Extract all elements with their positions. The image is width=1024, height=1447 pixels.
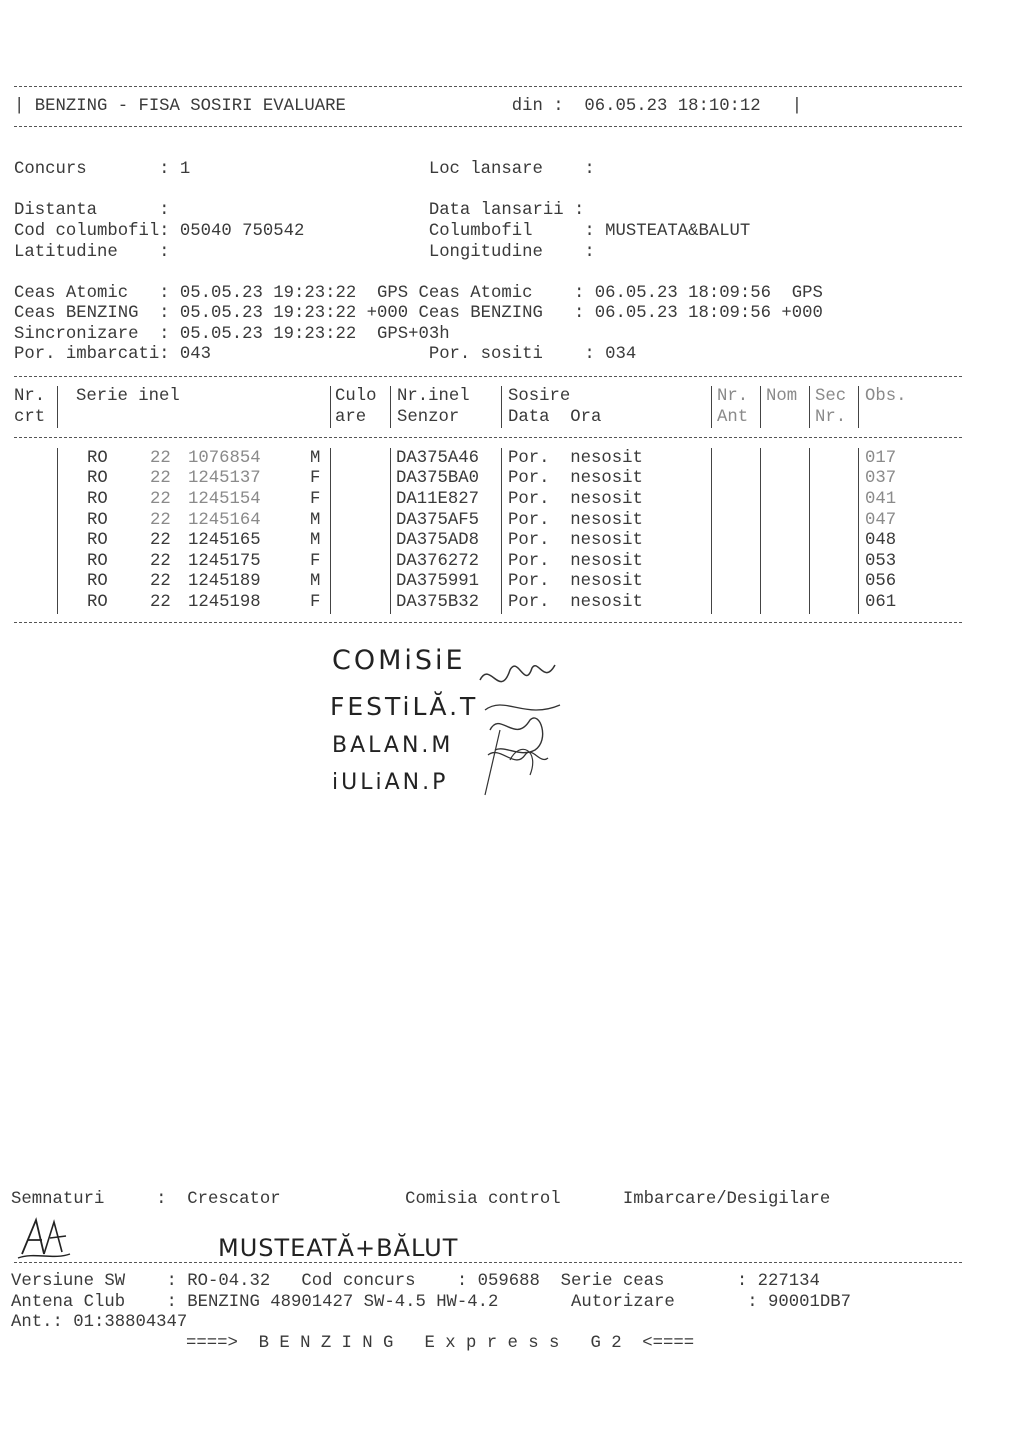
cell-sensor: DA375AD8 bbox=[396, 531, 479, 550]
info-concurs: Concurs : 1 Loc lansare : bbox=[14, 160, 595, 179]
cell-ring: 1245164 bbox=[188, 511, 261, 530]
cell-country: RO bbox=[87, 593, 108, 612]
version-line: Versiune SW : RO-04.32 Cod concurs : 059688 Serie ceas : 227134 bbox=[11, 1272, 820, 1291]
cell-obs: 047 bbox=[865, 511, 897, 530]
th-divider bbox=[330, 386, 331, 428]
th-nom: Nom bbox=[766, 387, 798, 406]
cell-country: RO bbox=[87, 531, 108, 550]
cell-sex: F bbox=[310, 490, 321, 509]
info-ceas-benzing: Ceas BENZING : 05.05.23 19:23:22 +000 Ceas BENZING : 06.05.23 18:09:56 +000 bbox=[14, 304, 823, 323]
th-serie-inel: Serie inel bbox=[76, 387, 180, 406]
cell-sex: M bbox=[310, 572, 321, 591]
cell-year: 22 bbox=[150, 572, 171, 591]
td-divider bbox=[858, 448, 859, 614]
th-nr-ant-2: Ant bbox=[717, 408, 749, 427]
header-top-rule bbox=[14, 86, 962, 87]
cell-ring: 1245175 bbox=[188, 552, 261, 571]
th-divider bbox=[711, 386, 712, 428]
cell-status: Por. nesosit bbox=[508, 552, 643, 571]
cell-year: 22 bbox=[150, 531, 171, 550]
td-divider bbox=[711, 448, 712, 614]
antenna-line: Antena Club : BENZING 48901427 SW-4.5 HW-4.2 Autorizare : 90001DB7 bbox=[11, 1293, 852, 1312]
cell-year: 22 bbox=[150, 490, 171, 509]
cell-obs: 017 bbox=[865, 449, 897, 468]
cell-status: Por. nesosit bbox=[508, 469, 643, 488]
cell-year: 22 bbox=[150, 469, 171, 488]
cell-ring: 1245189 bbox=[188, 572, 261, 591]
cell-ring: 1245198 bbox=[188, 593, 261, 612]
td-divider bbox=[57, 448, 58, 614]
breeder-handwritten-name: MUSTEATĂ+BĂLUT bbox=[218, 1234, 459, 1262]
cell-sensor: DA375A46 bbox=[396, 449, 479, 468]
cell-ring: 1076854 bbox=[188, 449, 261, 468]
td-divider bbox=[330, 448, 331, 614]
th-obs: Obs. bbox=[865, 387, 907, 406]
cell-year: 22 bbox=[150, 552, 171, 571]
cell-sex: M bbox=[310, 511, 321, 530]
info-cod-columbofil: Cod columbofil: 05040 750542 Columbofil : MUSTEATA&BALUT bbox=[14, 222, 751, 241]
cell-status: Por. nesosit bbox=[508, 572, 643, 591]
info-porumbei: Por. imbarcati: 043 Por. sositi : 034 bbox=[14, 345, 637, 364]
cell-sex: F bbox=[310, 469, 321, 488]
cell-sex: F bbox=[310, 552, 321, 571]
th-sosire-2: Data Ora bbox=[508, 408, 602, 427]
th-culoare-1: Culo bbox=[335, 387, 377, 406]
th-divider bbox=[501, 386, 502, 428]
handwritten-commission-line1: COMiSiE bbox=[332, 645, 466, 676]
info-latitudine: Latitudine : Longitudine : bbox=[14, 243, 595, 262]
cell-status: Por. nesosit bbox=[508, 490, 643, 509]
cell-sex: M bbox=[310, 449, 321, 468]
handwritten-commission-line3: BALAN.M bbox=[332, 733, 454, 758]
cell-ring: 1245137 bbox=[188, 469, 261, 488]
cell-obs: 061 bbox=[865, 593, 897, 612]
cell-year: 22 bbox=[150, 593, 171, 612]
cell-country: RO bbox=[87, 490, 108, 509]
cell-year: 22 bbox=[150, 449, 171, 468]
footer-rule bbox=[14, 1262, 962, 1263]
th-sec-1: Sec bbox=[815, 387, 847, 406]
cell-sensor: DA376272 bbox=[396, 552, 479, 571]
cell-sex: F bbox=[310, 593, 321, 612]
cell-sensor: DA11E827 bbox=[396, 490, 479, 509]
breeder-signature-scribble bbox=[14, 1214, 74, 1262]
th-sec-2: Nr. bbox=[815, 408, 847, 427]
th-nr-inel-2: Senzor bbox=[397, 408, 460, 427]
th-nr-inel-1: Nr.inel bbox=[397, 387, 470, 406]
cell-status: Por. nesosit bbox=[508, 593, 643, 612]
cell-country: RO bbox=[87, 572, 108, 591]
handwritten-commission-line4: iULiAN.P bbox=[332, 770, 449, 795]
cell-ring: 1245165 bbox=[188, 531, 261, 550]
cell-sensor: DA375BA0 bbox=[396, 469, 479, 488]
commission-signatures-scribble bbox=[470, 650, 580, 800]
th-nr-crt-2: crt bbox=[14, 408, 46, 427]
cell-obs: 048 bbox=[865, 531, 897, 550]
cell-obs: 053 bbox=[865, 552, 897, 571]
th-divider bbox=[809, 386, 810, 428]
brand-line: ====> B E N Z I N G E x p r e s s G 2 <==== bbox=[186, 1334, 695, 1353]
table-bottom-rule bbox=[14, 622, 962, 623]
cell-obs: 037 bbox=[865, 469, 897, 488]
th-divider bbox=[858, 386, 859, 428]
info-distanta: Distanta : Data lansarii : bbox=[14, 201, 585, 220]
td-divider bbox=[501, 448, 502, 614]
th-sosire-1: Sosire bbox=[508, 387, 571, 406]
th-divider bbox=[760, 386, 761, 428]
cell-country: RO bbox=[87, 469, 108, 488]
cell-country: RO bbox=[87, 511, 108, 530]
handwritten-commission-line2: FESTiLĂ.T bbox=[330, 692, 479, 721]
cell-sensor: DA375B32 bbox=[396, 593, 479, 612]
th-nr-crt-1: Nr. bbox=[14, 387, 46, 406]
th-nr-ant-1: Nr. bbox=[717, 387, 749, 406]
info-ceas-atomic: Ceas Atomic : 05.05.23 19:23:22 GPS Ceas Atomic : 06.05.23 18:09:56 GPS bbox=[14, 284, 823, 303]
report-title-line: | BENZING - FISA SOSIRI EVALUARE din : 06.05.23 18:10:12 | bbox=[14, 97, 803, 116]
td-divider bbox=[760, 448, 761, 614]
cell-sensor: DA375AF5 bbox=[396, 511, 479, 530]
cell-status: Por. nesosit bbox=[508, 511, 643, 530]
info-sincronizare: Sincronizare : 05.05.23 19:23:22 GPS+03h bbox=[14, 325, 450, 344]
td-divider bbox=[390, 448, 391, 614]
td-divider bbox=[809, 448, 810, 614]
cell-country: RO bbox=[87, 449, 108, 468]
cell-country: RO bbox=[87, 552, 108, 571]
cell-sex: M bbox=[310, 531, 321, 550]
cell-year: 22 bbox=[150, 511, 171, 530]
cell-obs: 041 bbox=[865, 490, 897, 509]
th-culoare-2: are bbox=[335, 408, 367, 427]
signatures-line: Semnaturi : Crescator Comisia control Imbarcare/Desigilare bbox=[11, 1190, 831, 1209]
cell-ring: 1245154 bbox=[188, 490, 261, 509]
table-header-rule bbox=[14, 437, 962, 438]
cell-obs: 056 bbox=[865, 572, 897, 591]
ant-line: Ant.: 01:38804347 bbox=[11, 1313, 188, 1332]
th-divider bbox=[57, 386, 58, 428]
cell-sensor: DA375991 bbox=[396, 572, 479, 591]
th-divider bbox=[390, 386, 391, 428]
cell-status: Por. nesosit bbox=[508, 449, 643, 468]
table-top-rule bbox=[14, 376, 962, 377]
cell-status: Por. nesosit bbox=[508, 531, 643, 550]
header-bottom-rule bbox=[14, 126, 962, 127]
